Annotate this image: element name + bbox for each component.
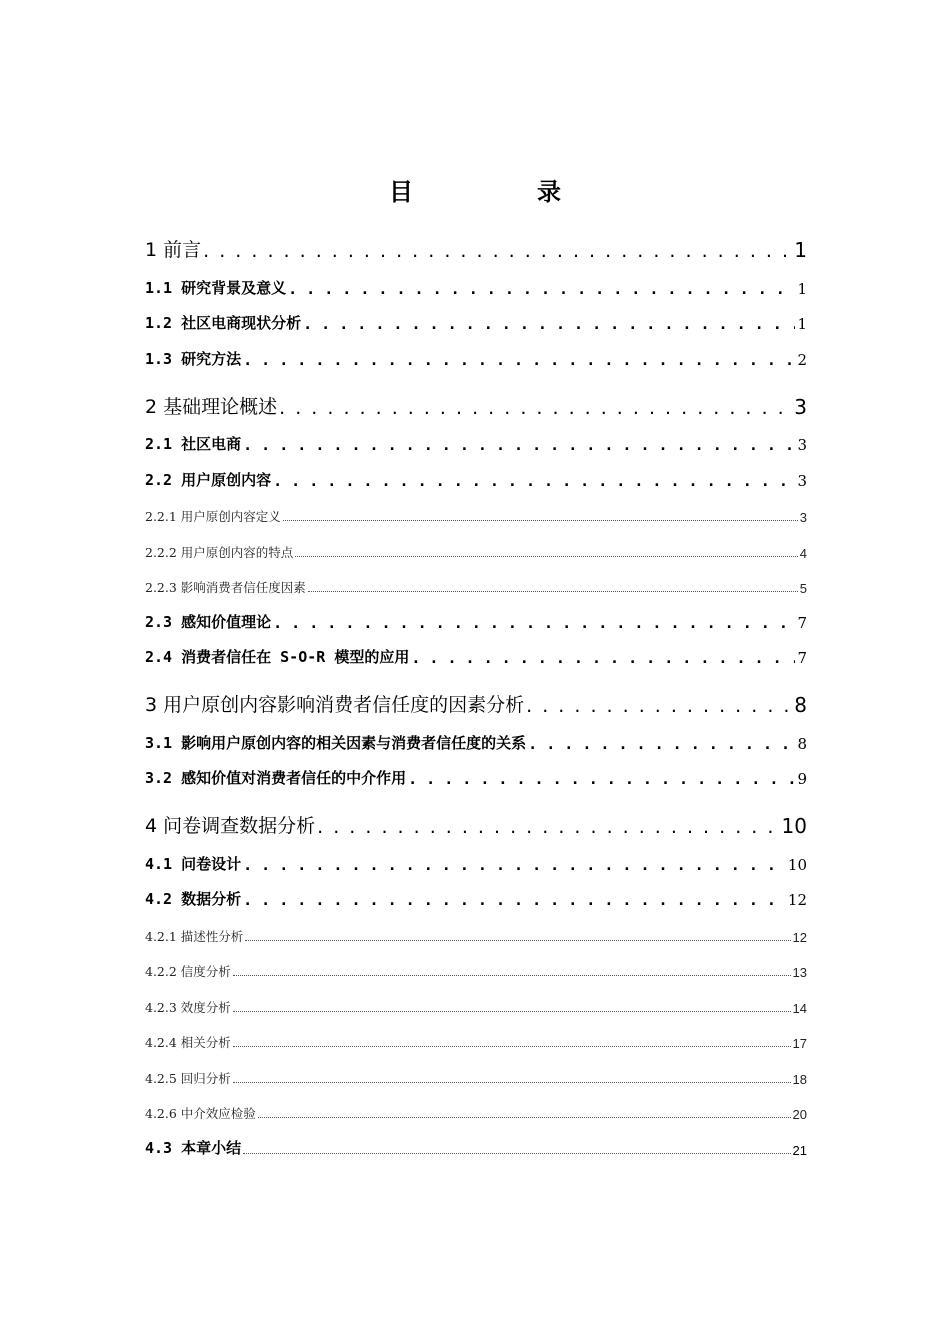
- toc-entry-label: 4.3 本章小结: [145, 1138, 242, 1157]
- toc-entry-page-number: 1: [797, 279, 807, 298]
- toc-entry-page-number: 12: [792, 929, 807, 945]
- toc-leader-dots: [243, 1152, 790, 1154]
- toc-leader-dots: [273, 614, 795, 632]
- toc-leader-dots: [528, 735, 795, 753]
- toc-entry-label: 1.3 研究方法: [145, 349, 242, 368]
- toc-entry-page-number: 2: [797, 350, 807, 369]
- toc-leader-dots: [411, 649, 795, 667]
- toc-entry[interactable]: [145, 632, 807, 668]
- toc-entry-label: 2.2.3 影响消费者信任度因素: [145, 580, 306, 595]
- toc-entry[interactable]: [145, 874, 807, 910]
- toc-leader-dots: [317, 816, 779, 838]
- toc-leader-dots: [408, 770, 795, 788]
- toc-entry-label: 4.2.5 回归分析: [145, 1070, 231, 1086]
- toc-entry-label: 4 问卷调查数据分析: [145, 815, 316, 837]
- toc-leader-dots: [526, 695, 792, 717]
- toc-entry-label: 2.1 社区电商: [145, 435, 242, 453]
- toc-entry-label: 2.3 感知价值理论: [145, 612, 272, 631]
- toc-entry-label: 3.1 影响用户原创内容的相关因素与消费者信任度的关系: [145, 733, 527, 752]
- toc-entry-page-number: 3: [797, 471, 807, 490]
- toc-entry-page-number: 17: [792, 1036, 807, 1051]
- toc-entry[interactable]: [145, 838, 807, 874]
- toc-entry[interactable]: [145, 945, 807, 981]
- toc-entry-page-number: 14: [792, 1000, 807, 1016]
- toc-entry[interactable]: [145, 596, 807, 632]
- toc-entry-page-number: 10: [787, 855, 807, 874]
- toc-entry[interactable]: [145, 909, 807, 945]
- toc-entry-label: 2.2.2 用户原创内容的特点: [145, 544, 294, 560]
- toc-entry[interactable]: [145, 717, 807, 753]
- toc-entry-page-number: 18: [792, 1071, 807, 1087]
- toc-entry-page-number: 7: [797, 649, 807, 667]
- toc-leader-dots: [233, 1081, 791, 1083]
- toc-leader-dots: [273, 472, 795, 490]
- toc-entry[interactable]: [145, 262, 807, 298]
- toc-entry[interactable]: [145, 454, 807, 490]
- toc-entry-page-number: 3: [799, 510, 807, 525]
- toc-entry[interactable]: [145, 226, 807, 262]
- toc-entry-label: 4.1 问卷设计: [145, 854, 242, 873]
- toc-entry[interactable]: [145, 980, 807, 1016]
- toc-entry[interactable]: [145, 681, 807, 717]
- toc-entry-label: 4.2.1 描述性分析: [145, 928, 244, 944]
- toc-leader-dots: [203, 240, 792, 262]
- toc-leader-dots: [243, 351, 795, 369]
- toc-entry[interactable]: [145, 1087, 807, 1123]
- toc-entry-page-number: 7: [797, 613, 807, 632]
- toc-entry-label: 3.2 感知价值对消费者信任的中介作用: [145, 769, 407, 787]
- toc-leader-dots: [233, 1045, 791, 1047]
- toc-entry-label: 4.2.3 效度分析: [145, 999, 231, 1015]
- toc-entry-label: 2.2 用户原创内容: [145, 470, 272, 489]
- toc-leader-dots: [279, 397, 792, 419]
- toc-leader-dots: [243, 891, 786, 909]
- toc-entry-page-number: 5: [799, 581, 807, 596]
- toc-entry-label: 2 基础理论概述: [145, 395, 278, 418]
- toc-entry-label: 4.2.2 信度分析: [145, 964, 231, 979]
- table-of-contents: [145, 226, 807, 1158]
- toc-entry-page-number: 4: [799, 545, 807, 561]
- toc-entry-page-number: 1: [794, 238, 807, 262]
- toc-entry[interactable]: [145, 561, 807, 597]
- toc-leader-dots: [303, 315, 795, 333]
- toc-entry-label: 1.2 社区电商现状分析: [145, 314, 302, 332]
- toc-entry[interactable]: [145, 298, 807, 334]
- toc-entry-page-number: 8: [794, 693, 807, 717]
- toc-leader-dots: [258, 1116, 791, 1118]
- toc-entry-page-number: 12: [787, 891, 807, 909]
- toc-entry-label: 2.4 消费者信任在 S-O-R 模型的应用: [145, 648, 410, 666]
- toc-entry-label: 3 用户原创内容影响消费者信任度的因素分析: [145, 694, 525, 716]
- toc-entry-page-number: 3: [794, 394, 807, 419]
- toc-entry-page-number: 3: [797, 436, 807, 454]
- toc-entry-page-number: 9: [797, 770, 807, 788]
- toc-leader-dots: [233, 1010, 791, 1012]
- toc-entry-page-number: 8: [797, 734, 807, 753]
- toc-leader-dots: [288, 280, 795, 298]
- toc-entry[interactable]: [145, 802, 807, 838]
- toc-entry[interactable]: [145, 490, 807, 526]
- toc-entry-label: 4.2 数据分析: [145, 890, 242, 908]
- toc-entry-label: 1.1 研究背景及意义: [145, 278, 287, 297]
- toc-entry-page-number: 10: [781, 814, 807, 838]
- toc-entry-label: 4.2.4 相关分析: [145, 1035, 231, 1050]
- toc-entry[interactable]: [145, 333, 807, 369]
- toc-entry-label: 2.2.1 用户原创内容定义: [145, 509, 281, 524]
- toc-entry[interactable]: [145, 383, 807, 419]
- toc-leader-dots: [243, 856, 786, 874]
- toc-leader-dots: [233, 974, 791, 976]
- toc-entry[interactable]: [145, 1051, 807, 1087]
- toc-entry-page-number: 1: [797, 315, 807, 333]
- toc-entry-page-number: 13: [792, 965, 807, 980]
- toc-entry[interactable]: [145, 419, 807, 455]
- toc-entry[interactable]: [145, 753, 807, 789]
- toc-entry[interactable]: [145, 1122, 807, 1158]
- toc-entry-label: 1 前言: [145, 239, 202, 261]
- toc-entry[interactable]: [145, 1016, 807, 1052]
- toc-entry-page-number: 21: [792, 1142, 807, 1158]
- toc-leader-dots: [308, 590, 798, 592]
- toc-title: 目 录: [389, 178, 611, 206]
- toc-leader-dots: [243, 436, 795, 454]
- toc-leader-dots: [283, 519, 798, 521]
- toc-entry-label: 4.2.6 中介效应检验: [145, 1106, 256, 1121]
- toc-leader-dots: [245, 939, 790, 941]
- toc-leader-dots: [295, 555, 797, 557]
- toc-entry[interactable]: [145, 525, 807, 561]
- toc-entry-page-number: 20: [792, 1107, 807, 1122]
